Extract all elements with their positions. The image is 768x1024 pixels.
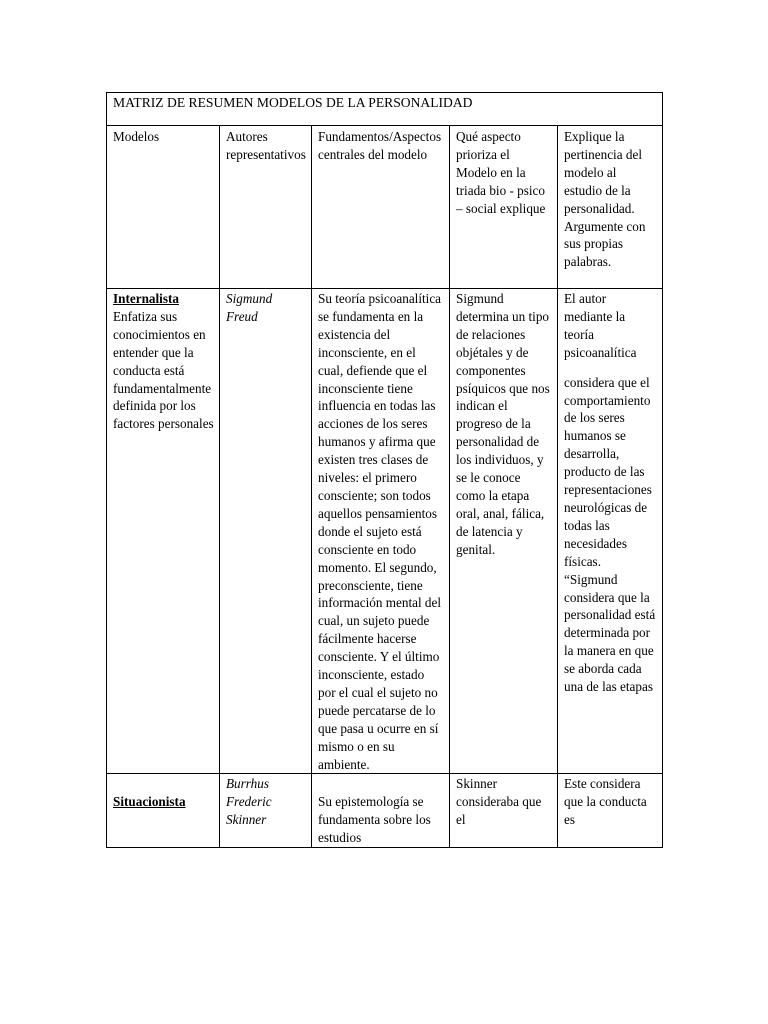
table-title: MATRIZ DE RESUMEN MODELOS DE LA PERSONALIDAD <box>107 93 663 126</box>
pertinencia-text-2: considera que el comportamiento de los seres humanos se desarrolla, producto de las representaciones neurológicas de todas las necesidades físicas. “Sigmund considera que la personalidad está determinada por la manera en que se aborda cada una de las etapas <box>564 374 656 695</box>
author-cell: Burrhus Frederic Skinner <box>220 774 312 848</box>
table-row <box>107 289 663 774</box>
title-row <box>107 93 663 126</box>
header-autores: Autores representativos <box>220 126 312 289</box>
pertinencia-cell <box>558 289 663 774</box>
model-cell <box>107 289 220 774</box>
model-cell <box>107 774 220 848</box>
author-cell: Sigmund Freud <box>220 289 312 774</box>
header-fundamentos: Fundamentos/Aspectos centrales del modelo <box>312 126 450 289</box>
paragraph-gap <box>564 362 657 374</box>
model-description: Enfatiza sus conocimientos en entender que la conducta está fundamentalmente definida por los factores personales <box>113 308 214 432</box>
summary-matrix-table <box>106 92 663 848</box>
fundamentos-text: Su epistemología se fundamenta sobre los estudios <box>318 794 431 846</box>
fundamentos-cell: Su teoría psicoanalítica se fundamenta en la existencia del inconsciente, en el cual, defiende que el inconsciente tiene influencia en todas las acciones de los seres humanos y afirma que existen tres clases de niveles: el primero consciente; son todos aquellos pensamientos donde el sujeto está consciente en todo momento. El segundo, preconsciente, tiene información mental del cual, un sujeto puede fácilmente hacerse consciente. Y el último inconsciente, estado por el cual el sujeto no puede percatarse de lo que pasa u ocurre en sí mismo o en su ambiente. <box>312 289 450 774</box>
header-row <box>107 126 663 289</box>
pertinencia-cell: Este considera que la conducta es <box>558 774 663 848</box>
header-aspecto: Qué aspecto prioriza el Modelo en la triada bio - psico – social explique <box>450 126 558 289</box>
model-name: Situacionista <box>113 794 186 810</box>
model-name: Internalista <box>113 291 179 306</box>
aspecto-cell: Sigmund determina un tipo de relaciones objétales y de componentes psíquicos que nos indican el progreso de la personalidad de los individuos, y se le conoce como la etapa oral, anal, fálica, de latencia y genital. <box>450 289 558 774</box>
table-row <box>107 774 663 848</box>
fundamentos-cell <box>312 774 450 848</box>
aspecto-cell: Skinner consideraba que el <box>450 774 558 848</box>
pertinencia-text-1: El autor mediante la teoría psicoanalítica <box>564 291 637 360</box>
header-modelos: Modelos <box>107 126 220 289</box>
header-pertinencia: Explique la pertinencia del modelo al estudio de la personalidad. Argumente con sus propias palabras. <box>558 126 663 289</box>
